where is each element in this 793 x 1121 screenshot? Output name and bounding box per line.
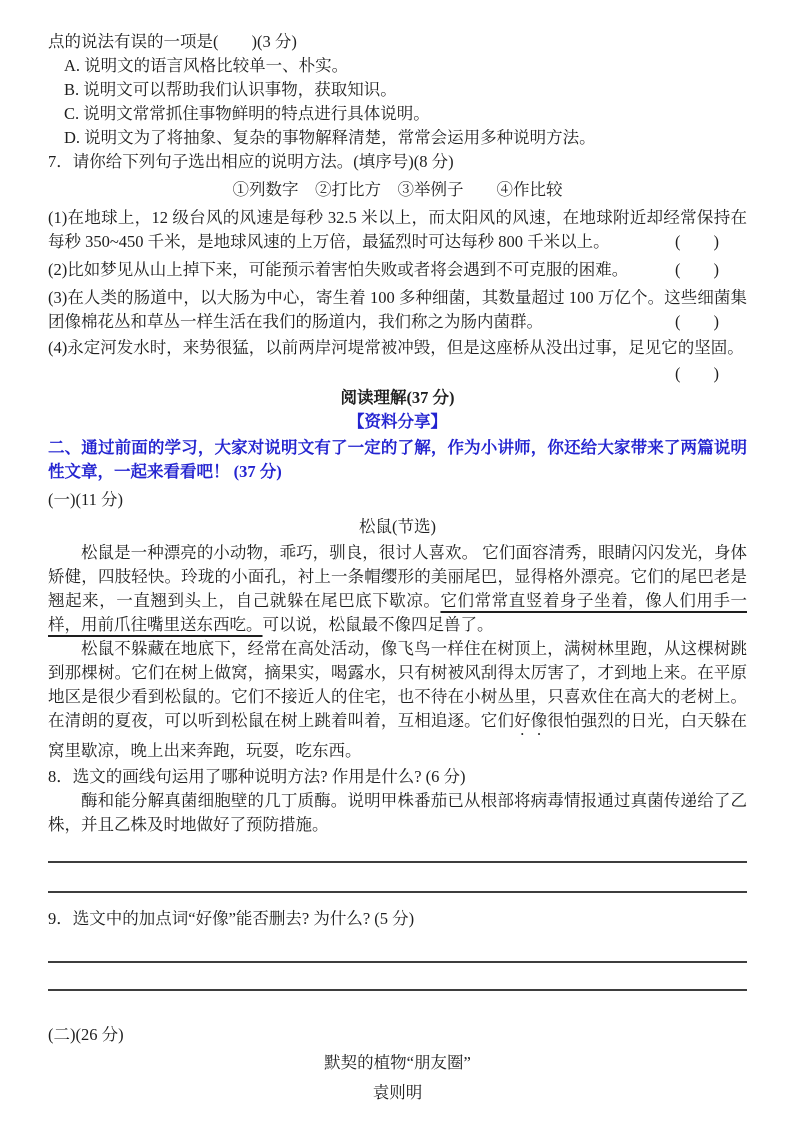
q7-item-1 bbox=[48, 206, 747, 254]
mcq-stem: 点的说法有误的一项是( )(3 分) bbox=[48, 32, 297, 51]
q7-method-choices: ①列数字 ②打比方 ③举例子 ④作比较 bbox=[232, 180, 563, 199]
part1-label: (一)(11 分) bbox=[48, 490, 123, 509]
passage1-paragraph-2 bbox=[48, 637, 747, 763]
q9-stem: 9．选文中的加点词“好像”能否删去? 为什么? (5 分) bbox=[48, 909, 415, 928]
p1-pre: 松鼠是一种漂亮的小动物，乖巧，驯良，很讨人喜欢。 它们面容清秀，眼睛闪闪发光，身体矫健，四肢轻快。玲珑的小面孔，衬上一条帽缨形的美丽尾巴，显得格外漂亮。它们的尾巴老是翘起来，一直翘到头上，自己就躲在尾巴底下歇凉。 bbox=[48, 543, 747, 610]
mcq-option-c: C. 说明文常常抓住事物鲜明的特点进行具体说明。 bbox=[64, 104, 430, 123]
section-intro: 二、通过前面的学习，大家对说明文有了一定的了解，作为小讲师，你还给大家带来了两篇说明性文章，一起来看看吧！ (37 分) bbox=[48, 438, 747, 481]
q7-stem: 7．请你给下列句子选出相应的说明方法。(填序号)(8 分) bbox=[48, 152, 454, 171]
section-title-reading: 阅读理解(37 分) bbox=[340, 388, 455, 407]
q7-item-1-text: (1)在地球上，12 级台风的风速是每秒 32.5 米以上，而太阳风的风速，在地球附近却经常保持在每秒 350~450 千米，是地球风速的上万倍，最猛烈时可达每秒 800 千米以上。 bbox=[48, 208, 747, 251]
underlined-sentence: 它们常常直竖着身子坐着，像人们用手一样，用前爪往嘴里送东西吃。 bbox=[48, 591, 747, 634]
q7-item-4 bbox=[48, 336, 747, 360]
answer-line-2 bbox=[48, 891, 747, 893]
answer-bracket-3: ( ) bbox=[675, 312, 719, 331]
emphasized-word: 好像 bbox=[514, 711, 548, 730]
q7-item-2-text: (2)比如梦见从山上掉下来，可能预示着害怕失败或者将会遇到不可克服的困难。 bbox=[48, 260, 629, 279]
answer-line-3 bbox=[48, 961, 747, 963]
answer-bracket-2: ( ) bbox=[675, 260, 719, 279]
mcq-option-d: D. 说明文为了将抽象、复杂的事物解释清楚，常常会运用多种说明方法。 bbox=[64, 128, 596, 147]
mcq-option-a: A. 说明文的语言风格比较单一、朴实。 bbox=[64, 56, 349, 75]
q8-stem: 8．选文的画线句运用了哪种说明方法? 作用是什么? (6 分) bbox=[48, 767, 466, 786]
q8-answer-text: 酶和能分解真菌细胞壁的几丁质酶。说明甲株番茄已从根部将病毒情报通过真菌传递给了乙株，并且乙株及时地做好了预防措施。 bbox=[48, 791, 747, 834]
passage1-title: 松鼠(节选) bbox=[359, 517, 436, 536]
answer-line-1 bbox=[48, 861, 747, 863]
q7-item-3-text: (3)在人类的肠道中，以大肠为中心，寄生着 100 多种细菌，其数量超过 100 万亿个。这些细菌集团像棉花丛和草丛一样生活在我们的肠道内，我们称之为肠内菌群。 bbox=[48, 288, 747, 331]
part2-label: (二)(26 分) bbox=[48, 1025, 124, 1044]
passage2-author: 袁则明 bbox=[372, 1083, 423, 1102]
p2-pre: 松鼠不躲藏在地底下，经常在高处活动，像飞鸟一样住在树顶上，满树林里跑，从这棵树跳到那棵树。它们在树上做窝，摘果实，喝露水，只有树被风刮得太厉害了，才到地上来。在平原地区是很少看到松鼠的。它们不接近人的住宅，也不待在小树丛里，只喜欢住在高大的老树上。在清朗的夏夜，可以听到松鼠在树上跳着叫着，互相追逐。它们 bbox=[48, 639, 747, 730]
passage2-title: 默契的植物“朋友圈” bbox=[324, 1053, 471, 1072]
p2-post: 很怕强烈的日光，白天躲在窝里歇凉，晚上出来奔跑，玩耍，吃东西。 bbox=[48, 711, 748, 760]
material-share-tag: 【资料分享】 bbox=[348, 412, 447, 431]
p1-post: 可以说，松鼠最不像四足兽了。 bbox=[262, 615, 494, 634]
q7-item-3 bbox=[48, 286, 747, 334]
answer-bracket-4: ( ) bbox=[675, 364, 719, 383]
q7-item-2 bbox=[48, 258, 747, 282]
mcq-option-b: B. 说明文可以帮助我们认识事物，获取知识。 bbox=[64, 80, 397, 99]
passage1-paragraph-1 bbox=[48, 541, 747, 637]
q7-item-4-text: (4)永定河发水时，来势很猛，以前两岸河堤常被冲毁，但是这座桥从没出过事，足见它的坚固。 bbox=[48, 338, 744, 357]
answer-bracket-4-row bbox=[48, 362, 747, 386]
answer-bracket-1: ( ) bbox=[675, 232, 719, 251]
answer-line-4 bbox=[48, 989, 747, 991]
